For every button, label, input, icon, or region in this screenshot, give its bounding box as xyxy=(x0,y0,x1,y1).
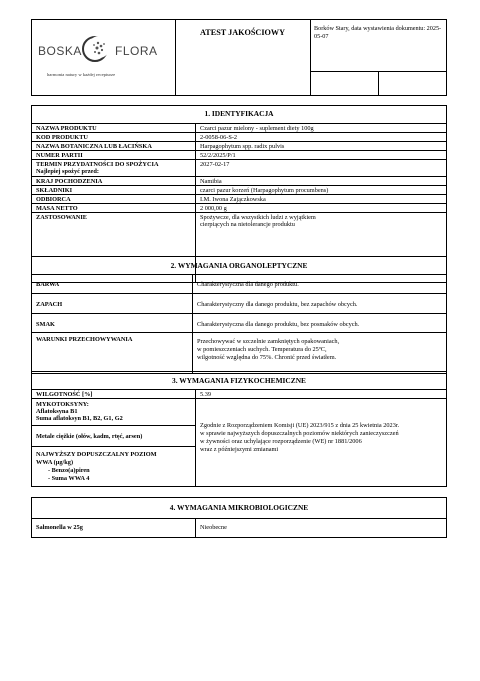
value-storage-1: Przechowywać w szczelnie zamkniętych opakowaniach, xyxy=(197,338,340,345)
label-best-before: TERMIN PRZYDATNOŚCI DO SPOŻYCIA xyxy=(36,161,159,168)
label-ingredients: SKŁADNIKI xyxy=(36,187,73,194)
section-3-title: 3. WYMAGANIA FIZYKOCHEMICZNE xyxy=(172,376,306,385)
value-country: Namibia xyxy=(200,178,222,185)
logo-text-right: FLORA xyxy=(115,44,158,58)
value-best-before: 2027-02-17 xyxy=(200,161,230,168)
label-pah-3: - Benzo(a)piren xyxy=(48,467,90,474)
label-recipient: ODBIORCA xyxy=(36,196,71,203)
label-mycotoxins: MYKOTOKSYNY: xyxy=(36,401,89,408)
value-usage: Spożywcze, dla wszystkich ludzi z wyjątkiem cierpiących na nietolerancje produktu xyxy=(200,214,316,229)
label-batch-number: NUMER PARTII xyxy=(36,152,83,159)
label-usage: ZASTOSOWANIE xyxy=(36,214,87,221)
value-product-name: Czarci pazur mielony - suplement diety 100g xyxy=(200,125,314,132)
label-moisture: WILGOTNOŚĆ [%] xyxy=(36,391,93,398)
moon-flower-icon xyxy=(80,34,110,64)
value-net-mass: 2 000,00 g xyxy=(200,205,227,212)
label-storage: WARUNKI PRZECHOWYWANIA xyxy=(36,336,133,343)
label-country: KRAJ POCHODZENIA xyxy=(36,178,103,185)
value-color: Charakterystyczna dla danego produktu. xyxy=(197,281,299,288)
label-net-mass: MASA NETTO xyxy=(36,205,78,212)
label-aflatoxin-b1: Aflatoksyna B1 xyxy=(36,408,78,415)
label-color: BARWA xyxy=(36,281,60,288)
section-1-title: 1. IDENTYFIKACJA xyxy=(204,109,274,118)
regulation-line-3: w żywności oraz uchylające rozporządzenie (WE) nr 1881/2006 xyxy=(200,438,362,445)
regulation-line-2: w sprawie najwyższych dopuszczalnych poziomów niektórych zanieczyszczeń xyxy=(200,430,399,437)
value-moisture: 5.39 xyxy=(200,391,212,398)
value-botanical-name: Harpagophytum spp. radix pulvis xyxy=(200,143,285,150)
label-pah-4: - Suma WWA 4 xyxy=(48,475,90,482)
label-pah-2: WWA (µg/kg) xyxy=(36,459,74,466)
label-taste: SMAK xyxy=(36,321,55,328)
section-2-title: 2. WYMAGANIA ORGANOLEPTYCZNE xyxy=(170,261,308,270)
label-aflatoxin-sum: Suma aflatoksyn B1, B2, G1, G2 xyxy=(36,415,123,422)
value-taste: Charakterystyczna dla danego produktu, bez posmaków obcych. xyxy=(197,321,360,328)
value-storage-3: wilgotność względna do 75%. Chronić przed światłem. xyxy=(197,354,337,361)
tagline: harmonia natury w każdej recepturze xyxy=(47,72,116,77)
label-salmonella: Salmonella w 25g xyxy=(36,524,83,531)
value-storage-2: w pomieszczeniach suchych. Temperatura do 25ºC, xyxy=(197,346,327,353)
issue-place-date: Borków Stary, data wystawienia dokumentu: 2025-05-07 xyxy=(314,25,442,40)
value-smell: Charakterystyczny dla danego produktu, bez zapachów obcych. xyxy=(197,301,358,308)
value-salmonella: Nieobecne xyxy=(200,524,227,531)
label-botanical-name: NAZWA BOTANICZNA LUB ŁACIŃSKA xyxy=(36,143,152,150)
regulation-line-4: wraz z późniejszymi zmianami xyxy=(200,446,279,453)
label-heavy-metals: Metale ciężkie (ołów, kadm, rtęć, arsen) xyxy=(36,433,143,440)
value-ingredients: czarci pazur korzeń (Harpagophytum procumbens) xyxy=(200,187,329,194)
label-pah-1: NAJWYŻSZY DOPUSZCZALNY POZIOM xyxy=(36,451,157,458)
section-4-title: 4. WYMAGANIA MIKROBIOLOGICZNE xyxy=(169,503,309,512)
value-recipient: I.M. Iwona Zajączkowska xyxy=(200,196,266,203)
value-batch-number: 52/2/2025/P/1 xyxy=(200,152,236,159)
label-product-code: KOD PRODUKTU xyxy=(36,134,88,141)
logo-text-left: BOSKA xyxy=(38,44,82,58)
label-best-before-2: Najlepiej spożyć przed: xyxy=(36,168,99,175)
document-title: ATEST JAKOŚCIOWY xyxy=(199,28,285,37)
regulation-line-1: Zgodnie z Rozporządzeniem Komisji (UE) 2023/915 z dnia 25 kwietnia 2023r. xyxy=(200,422,400,429)
label-smell: ZAPACH xyxy=(36,301,63,308)
label-product-name: NAZWA PRODUKTU xyxy=(36,125,97,132)
value-product-code: 2-0058-06-S-2 xyxy=(200,134,238,141)
logo xyxy=(35,24,171,84)
